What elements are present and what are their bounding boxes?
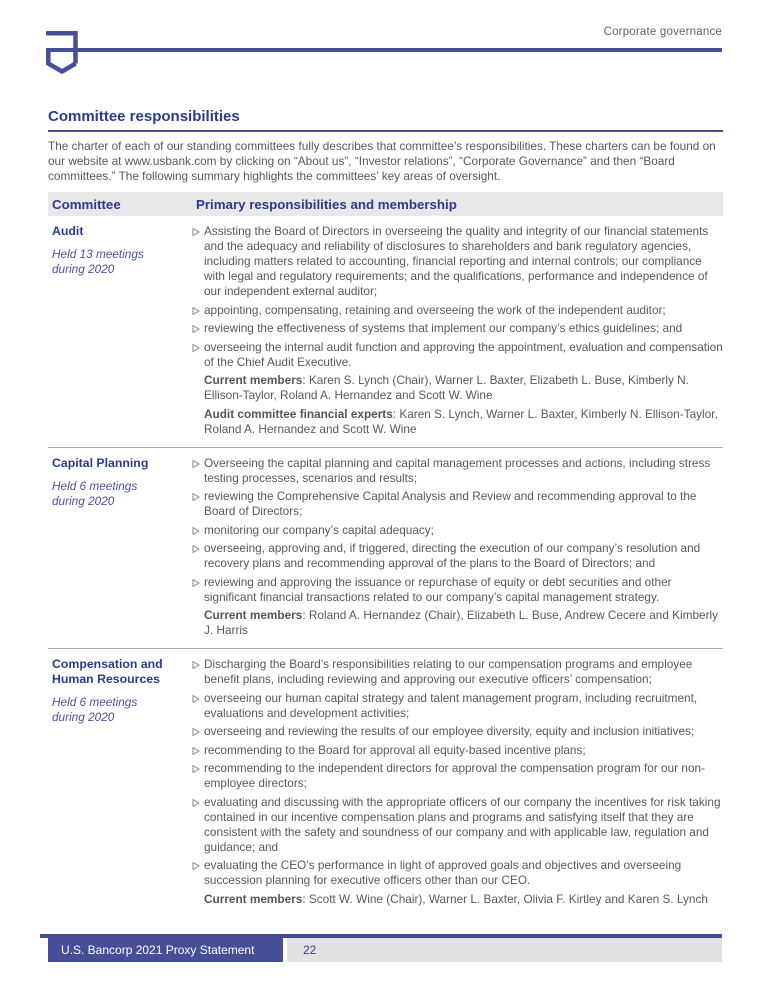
members-label: Current members — [204, 608, 303, 622]
bullet-arrow-icon — [192, 544, 200, 554]
list-item — [192, 575, 723, 605]
page-title: Committee responsibilities — [48, 108, 723, 132]
list-item — [192, 724, 723, 739]
committee-name: Compensation and Human Resources — [52, 657, 163, 686]
members-value: : Roland A. Hernandez (Chair), Elizabeth L. Buse, Andrew Cecere and Kimberly J. Harris — [204, 608, 719, 637]
main-content — [48, 108, 723, 917]
members-line — [192, 373, 723, 403]
list-item — [192, 858, 723, 888]
list-item — [192, 321, 723, 336]
bullet-text: Overseeing the capital planning and capital management processes and actions, including stress testing processes, scenarios and results; — [204, 455, 711, 485]
responsibilities-cell — [192, 456, 723, 639]
responsibilities-cell — [192, 657, 723, 907]
committee-meetings: Held 13 meetings during 2020 — [52, 247, 144, 276]
list-item — [192, 224, 723, 299]
members-label: Current members — [204, 373, 303, 387]
column-header-responsibilities: Primary responsibilities and membership — [196, 196, 457, 212]
bullet-text: evaluating and discussing with the appropriate officers of our company the incentives for risk taking contained in our incentive compensation plans and programs and satisfying itself that they are consistent with the safety and soundness of our company and with applicable law, regulation and guidance; and — [204, 794, 721, 854]
list-item — [192, 456, 723, 486]
list-item — [192, 795, 723, 855]
table-row-compensation-human-resources — [48, 648, 723, 917]
table-header-row — [48, 192, 723, 216]
page-number: 22 — [287, 938, 722, 962]
bullet-arrow-icon — [192, 578, 200, 588]
list-item — [192, 691, 723, 721]
committee-meetings: Held 6 meetings during 2020 — [52, 695, 138, 724]
list-item — [192, 523, 723, 538]
bullet-arrow-icon — [192, 526, 200, 536]
members-label: Current members — [204, 891, 303, 906]
bullet-text: recommending to the Board for approval all equity-based incentive plans; — [204, 742, 586, 757]
committee-name: Audit — [52, 224, 84, 238]
bullet-text: overseeing our human capital strategy and talent management program, including recruitment, evaluations and development activities; — [204, 690, 698, 720]
bullet-arrow-icon — [192, 459, 200, 469]
bullet-arrow-icon — [192, 492, 200, 502]
bullet-arrow-icon — [192, 306, 200, 316]
bullet-arrow-icon — [192, 343, 200, 353]
bullet-text: recommending to the independent directors for approval the compensation program for our non-employee directors; — [204, 761, 705, 790]
committee-cell — [48, 224, 192, 437]
bullet-text: Discharging the Board’s responsibilities relating to our compensation programs and employee benefit plans, including reviewing and approving our executive officers’ compensation; — [204, 657, 693, 686]
list-item — [192, 303, 723, 318]
bullet-text: evaluating the CEO’s performance in light of approved goals and objectives and overseeing succession planning for executive officers other than our CEO. — [204, 858, 682, 887]
running-header-label: Corporate governance — [603, 26, 722, 38]
list-item — [192, 743, 723, 758]
bullet-arrow-icon — [192, 727, 200, 737]
committee-cell — [48, 456, 192, 639]
members-value: : Karen S. Lynch (Chair), Warner L. Baxter, Elizabeth L. Buse, Kimberly N. Ellison-Taylor, Roland A. Hernandez and Scott W. Wine — [204, 373, 689, 402]
members-label: Audit committee financial experts — [204, 406, 393, 421]
bullet-arrow-icon — [192, 798, 200, 808]
header-rule — [46, 48, 722, 52]
committee-cell — [48, 657, 192, 907]
list-item — [192, 657, 723, 687]
footer-document-title: U.S. Bancorp 2021 Proxy Statement — [48, 938, 283, 962]
members-line — [192, 892, 723, 907]
list-item — [192, 541, 723, 571]
members-value: : Karen S. Lynch, Warner L. Baxter, Kimberly N. Ellison-Taylor, Roland A. Hernandez and Scott W. Wine — [204, 406, 718, 436]
list-item — [192, 340, 723, 370]
bullet-arrow-icon — [192, 324, 200, 334]
committee-table — [48, 192, 723, 917]
bullet-text: reviewing the effectiveness of systems that implement our company’s ethics guidelines; and — [204, 321, 683, 335]
committee-name: Capital Planning — [52, 455, 149, 470]
members-line — [192, 608, 723, 638]
bullet-arrow-icon — [192, 694, 200, 704]
members-line — [192, 407, 723, 437]
table-row-audit — [48, 216, 723, 447]
bullet-arrow-icon — [192, 764, 200, 774]
committee-meetings: Held 6 meetings during 2020 — [52, 478, 138, 508]
list-item — [192, 761, 723, 791]
list-item — [192, 489, 723, 519]
footer-bar — [48, 938, 722, 962]
bullet-text: reviewing and approving the issuance or repurchase of equity or debt securities and other significant financial transactions related to our company’s capital management strategy. — [204, 574, 672, 604]
table-row-capital-planning — [48, 447, 723, 649]
bullet-text: overseeing and reviewing the results of our employee diversity, equity and inclusion initiatives; — [204, 724, 695, 738]
bullet-text: reviewing the Comprehensive Capital Analysis and Review and recommending approval to the Board of Directors; — [204, 489, 697, 518]
bullet-arrow-icon — [192, 660, 200, 670]
intro-paragraph: The charter of each of our standing committees fully describes that committee’s responsibilities. These charters can be found on our website at www.usbank.com by clicking on “About us”, “Investor relations”, “Corporate Governance” and then “Board committees.” The following summary highlights the committees’ key areas of oversight. — [48, 139, 716, 183]
bullet-arrow-icon — [192, 861, 200, 871]
bullet-text: appointing, compensating, retaining and overseeing the work of the independent auditor; — [204, 302, 666, 317]
usbank-shield-logo-icon — [0, 0, 130, 90]
bullet-text: overseeing, approving and, if triggered, directing the execution of our company’s resolution and recovery plans and recommending approval of the plans to the Board of Directors; and — [204, 541, 701, 570]
bullet-text: Assisting the Board of Directors in overseeing the quality and integrity of our financial statements and the adequacy and reliability of disclosures to shareholders and bank regulatory agencies, including matters related to accounting, financial reporting and internal controls; our compliance with legal and regulatory requirements; and the qualifications, performance and independence of our independent external auditor; — [204, 224, 709, 298]
bullet-arrow-icon — [192, 746, 200, 756]
bullet-text: overseeing the internal audit function and approving the appointment, evaluation and compensation of the Chief Audit Executive. — [204, 339, 723, 369]
column-header-committee: Committee — [52, 196, 121, 212]
responsibilities-cell — [192, 224, 723, 437]
members-value: : Scott W. Wine (Chair), Warner L. Baxter, Olivia F. Kirtley and Karen S. Lynch — [302, 891, 708, 906]
bullet-arrow-icon — [192, 227, 200, 237]
bullet-text: monitoring our company’s capital adequacy; — [204, 522, 434, 537]
